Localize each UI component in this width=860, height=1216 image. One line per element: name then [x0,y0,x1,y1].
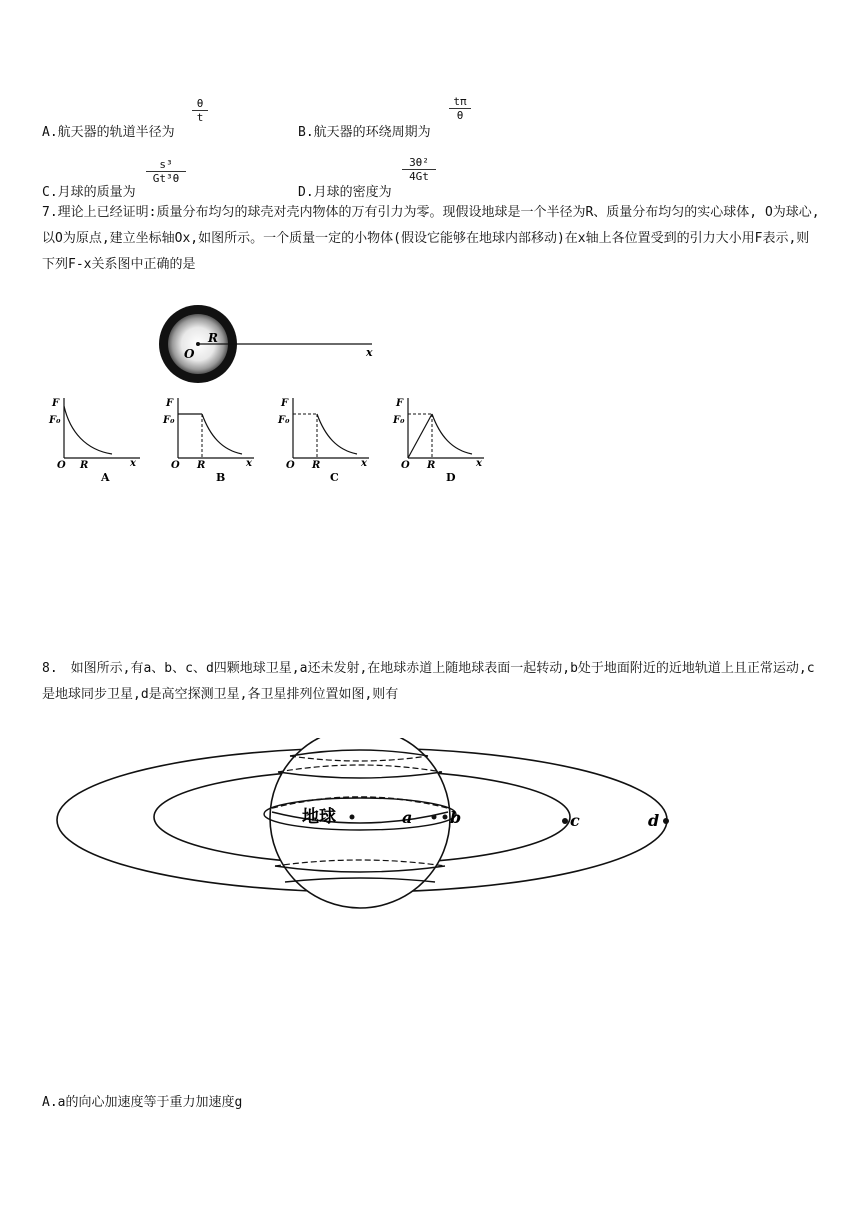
svg-text:O: O [57,460,66,471]
x-axis-label: x [366,346,373,359]
option-c-fraction [146,158,186,185]
svg-text:x: x [130,458,136,469]
radius-label: R [208,331,218,345]
origin-label: O [184,347,195,361]
graph-b-label: B [216,471,226,484]
svg-text:x: x [246,458,252,469]
satellite-d-label: d [648,811,660,830]
svg-text:O: O [401,460,410,471]
option-b-fraction [449,95,471,122]
satellite-a-dot [432,815,437,820]
earth-label: 地球 [302,807,336,827]
satellite-d-dot [663,818,669,824]
graph-a-label: A [101,471,110,484]
svg-text:x: x [476,458,482,469]
satellite-c-label: c [570,811,580,830]
satellite-c-dot [562,818,568,824]
option-c-text: C.月球的质量为 [42,185,136,200]
option-b-numerator: tπ [453,95,467,108]
option-a-denominator: t [196,111,204,124]
svg-text:F: F [166,398,174,409]
graph-d-label: D [446,471,456,484]
satellite-b-dot [443,815,448,820]
question-8-option-a: A.a的向心加速度等于重力加速度g [42,1095,243,1110]
svg-text:R: R [312,460,321,471]
question-8-text: 8. 如图所示,有a、b、c、d四颗地球卫星,a还未发射,在地球赤道上随地球表面一起转动,b处于地面附近的近地轨道上且正常运动,c是地球同步卫星,d是高空探测卫星,各卫星排列位置如图,则有 [42,661,815,702]
option-a-fraction [192,97,208,124]
svg-text:F₀: F₀ [163,415,175,426]
option-a-text: A.航天器的轨道半径为 [42,125,175,140]
option-b-text: B.航天器的环绕周期为 [298,125,431,140]
svg-text:F₀: F₀ [49,415,61,426]
option-b-denominator: θ [456,109,464,122]
earth-axis-figure [150,300,390,390]
graph-c[interactable] [275,392,375,484]
svg-text:F: F [281,398,289,409]
option-d-fraction [402,156,436,183]
graph-b[interactable] [160,392,260,484]
question-7-text: 7.理论上已经证明:质量分布均匀的球壳对壳内物体的万有引力为零。现假设地球是一个半径为R、质量分布均匀的实心球体, O为球心,以O为原点,建立坐标轴Ox,如图所示。一个质量一定的小物体(假设它能够在地球内部移动)在x轴上各位置受到的引力大小用F表示,则下列F-x关系图中正确的是 [42,205,820,272]
option-d-denominator: 4Gt [409,170,429,183]
svg-text:F: F [396,398,404,409]
svg-text:F: F [52,398,60,409]
svg-text:F₀: F₀ [278,415,290,426]
svg-text:R: R [80,460,89,471]
graph-c-label: C [330,471,339,484]
option-d-numerator: 3θ² [409,156,429,169]
option-c-numerator: s³ [159,158,173,171]
svg-text:O: O [286,460,295,471]
graph-a[interactable] [46,392,146,484]
satellite-a-label: a [402,808,413,827]
svg-text:R: R [197,460,206,471]
option-c-denominator: Gt³θ [152,172,180,185]
svg-text:R: R [427,460,436,471]
svg-text:O: O [171,460,180,471]
satellite-orbit-figure [50,738,680,928]
option-a-numerator: θ [196,97,204,110]
svg-text:F₀: F₀ [393,415,405,426]
option-d-text: D.月球的密度为 [298,185,392,200]
graph-d[interactable] [390,392,490,484]
svg-text:x: x [361,458,367,469]
satellite-b-label: b [450,808,462,827]
